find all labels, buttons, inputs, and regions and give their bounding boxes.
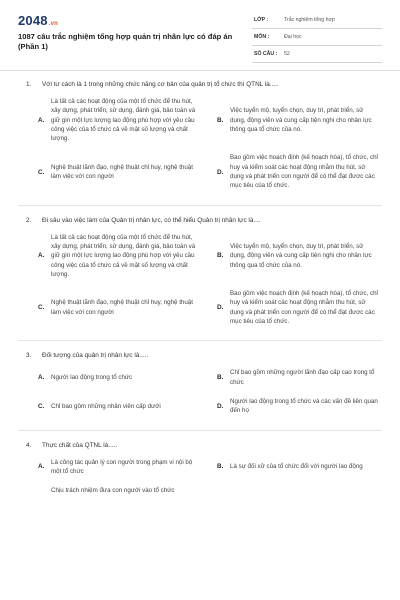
question-body: Với tư cách là 1 trong những chức năng cơ bản của quản trị tổ chức thì QTNL là..... — [42, 81, 279, 88]
question-item — [0, 80, 400, 206]
answer-option-d[interactable] — [217, 153, 382, 190]
option-letter: A. — [38, 116, 45, 124]
question-list — [0, 80, 400, 509]
answer-options — [18, 233, 382, 327]
answer-option-b[interactable] — [217, 458, 382, 477]
question-body: Thực chất của QTNL là..... — [42, 441, 118, 449]
meta-label: MÔN : — [254, 34, 270, 40]
option-text: Chỉ bao gồm những người lãnh đạo cấp cao trong tổ chức — [230, 369, 375, 386]
site-logo[interactable] — [18, 13, 58, 28]
option-text: Chỉ bao gồm những nhân viên cấp dưới — [51, 402, 161, 410]
answer-option-d[interactable] — [217, 289, 382, 326]
question-number: 1. — [26, 81, 32, 88]
answer-option-b[interactable] — [217, 233, 382, 279]
answer-option-b[interactable] — [217, 368, 382, 387]
answer-option-b[interactable] — [217, 97, 382, 143]
answer-option-a[interactable] — [38, 97, 203, 143]
option-letter: B. — [217, 463, 224, 471]
header-divider — [0, 70, 400, 71]
question-number: 4. — [26, 441, 32, 449]
meta-row-class — [252, 14, 382, 29]
answer-options — [18, 368, 382, 415]
question-item — [0, 441, 400, 496]
option-text: Là công tác quản lý con người trong phạm vi nội bộ một tổ chức — [51, 458, 193, 475]
question-item — [0, 351, 400, 430]
meta-row-question-count — [252, 48, 382, 63]
meta-value: Đại học — [284, 34, 302, 40]
answer-option-c[interactable] — [38, 289, 203, 326]
option-letter: C. — [38, 168, 45, 176]
option-letter: B. — [217, 116, 224, 124]
meta-value: 52 — [284, 51, 290, 57]
option-text: Người lao động trong tổ chức — [51, 373, 133, 381]
option-letter: B. — [217, 252, 224, 260]
option-text: Người lao động trong tổ chức và các vấn đề liên quan đến họ — [230, 397, 378, 415]
answer-options — [18, 458, 382, 496]
document-meta — [252, 14, 382, 65]
document-title: 1087 câu trắc nghiệm tổng hợp quản trị nhân lực có đáp án (Phần 1) — [18, 32, 233, 51]
option-text: Chịu trách nhiệm đưa con người vào tổ chức — [51, 487, 175, 495]
logo-text: 2048 — [18, 13, 48, 28]
option-text: Nghệ thuật lãnh đạo, nghệ thuật chỉ huy, nghệ thuật làm việc với con người — [51, 299, 193, 316]
meta-label: SỐ CÂU : — [254, 51, 278, 57]
option-text: Việc tuyển mộ, tuyển chọn, duy trì, phát triển, sử dụng, động viên và cung cấp tiện nghi cho nhân lực thông qua tổ chức của nó. — [230, 242, 372, 269]
answer-option-d[interactable] — [217, 397, 382, 416]
page-header — [0, 0, 400, 70]
answer-option-a[interactable] — [38, 233, 203, 279]
answer-option-a[interactable] — [38, 368, 203, 387]
meta-row-subject — [252, 31, 382, 46]
answer-option-c[interactable] — [38, 153, 203, 190]
question-body: Đi sâu vào việc làm của Quản trị nhân lực, có thể hiểu Quản trị nhân lực là.... — [42, 216, 261, 224]
question-text — [18, 351, 382, 360]
question-text — [18, 441, 382, 450]
option-letter: D. — [217, 304, 224, 312]
question-divider — [18, 205, 382, 206]
option-text: Nghệ thuật lãnh đạo, nghệ thuật chỉ huy, nghệ thuật làm việc với con người — [51, 163, 193, 181]
option-letter: D. — [217, 402, 224, 410]
question-text — [18, 216, 382, 225]
meta-value: Trắc nghiệm tổng hợp — [284, 17, 335, 23]
question-item — [0, 216, 400, 342]
answer-option-c[interactable] — [38, 486, 203, 495]
question-divider — [18, 430, 382, 431]
option-letter: D. — [217, 168, 224, 176]
option-text: Bao gồm việc hoạch định (kế hoạch hóa), tổ chức, chỉ huy và kiểm soát các hoạt động nhằm thu hút, sử dụng và phát triển con người để có thể đạt được các mục tiêu của tổ chức. — [230, 290, 378, 326]
question-text — [18, 80, 382, 89]
question-number: 2. — [26, 216, 32, 224]
option-text: Là sự đối xử của tổ chức đối với người lao động — [230, 463, 363, 471]
question-number: 3. — [26, 352, 32, 360]
option-text: Bao gồm việc hoạch định (kế hoạch hóa), tổ chức, chỉ huy và kiểm soát các hoạt động nhằm thu hút, sử dụng và phát triển con người để có thể đạt được các mục tiêu của tổ chức. — [230, 154, 378, 190]
logo-suffix: .vn — [48, 21, 59, 27]
option-letter: A. — [38, 374, 45, 382]
question-divider — [18, 340, 382, 341]
answer-option-c[interactable] — [38, 397, 203, 416]
option-text: Việc tuyển mộ, tuyển chọn, duy trì, phát triển, sử dụng, động viên và cung cấp tiện nghi cho nhân lực thông qua tổ chức của nó. — [230, 107, 372, 133]
answer-options — [18, 97, 382, 191]
meta-label: LỚP : — [254, 17, 269, 23]
option-letter: C. — [38, 402, 45, 410]
option-text: Là tất cả các hoạt động của một tổ chức để thu hút, xây dựng, phát triển, sử dụng, đánh giá, bảo toàn và giữ gìn một lực lượng lao động phù hợp với yêu cầu công việc của tổ chức cả về mặt số lượng và chất lượng. — [51, 98, 196, 143]
option-letter: A. — [38, 252, 45, 260]
option-letter: C. — [38, 304, 45, 312]
option-text: Là tất cả các hoạt động của một tổ chức để thu hút, xây dựng, phát triển, sử dụng, đánh giá, bảo toàn và giữ gìn một lực lượng lao động phù hợp với yêu cầu công việc của tổ chức cả về mặt số lượng và chất lượng. — [51, 233, 196, 278]
option-letter: B. — [217, 374, 224, 382]
option-letter: A. — [38, 463, 45, 471]
answer-option-a[interactable] — [38, 458, 203, 477]
question-body: Đối tượng của quản trị nhân lực là..... — [42, 352, 149, 360]
